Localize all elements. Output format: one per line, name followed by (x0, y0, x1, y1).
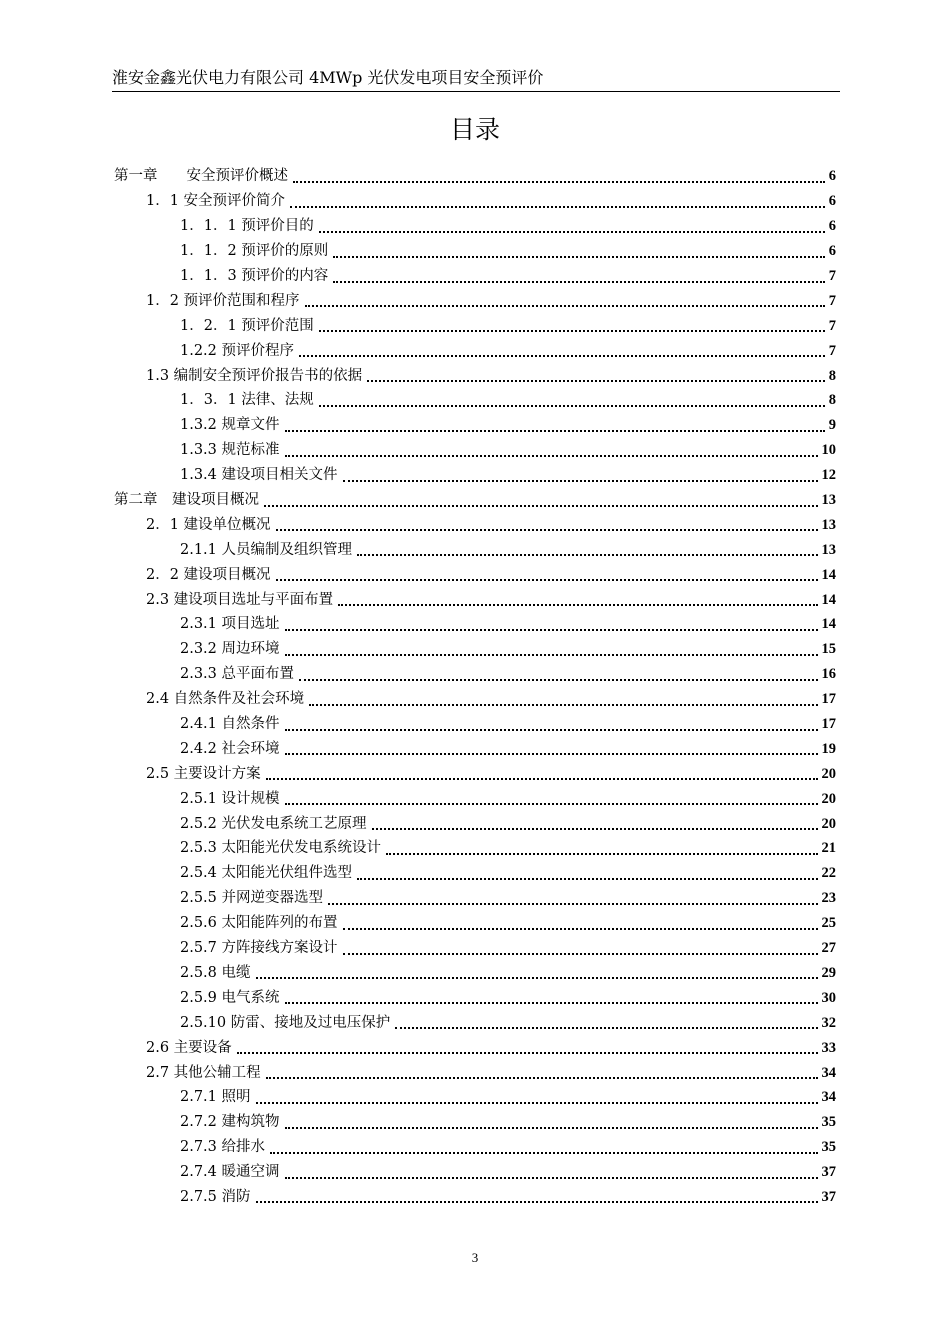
toc-dot-leader (319, 404, 825, 407)
toc-entry-page: 7 (828, 268, 836, 284)
toc-dot-leader (266, 1076, 818, 1079)
toc-entry[interactable] (0, 786, 950, 811)
toc-dot-leader (343, 479, 818, 482)
toc-entry-page: 13 (821, 541, 836, 558)
toc-entry-page: 29 (821, 964, 836, 981)
toc-dot-leader (395, 1026, 817, 1029)
toc-entry-label: 2.4 自然条件及社会环境 (146, 691, 305, 708)
toc-entry-label: 2.1.1 人员编制及组织管理 (180, 541, 353, 558)
toc-entry-label: 第一章 安全预评价概述 (114, 168, 288, 185)
toc-entry-label: 2.5.3 太阳能光伏发电系统设计 (180, 840, 382, 857)
toc-entry-page: 8 (828, 392, 836, 409)
table-of-contents (0, 164, 950, 1209)
toc-entry[interactable] (0, 463, 950, 488)
toc-dot-leader (293, 180, 825, 183)
toc-dot-leader (328, 902, 817, 905)
toc-entry-page: 27 (821, 940, 836, 957)
toc-entry[interactable] (0, 836, 950, 861)
toc-entry[interactable] (0, 612, 950, 637)
toc-entry-page: 17 (821, 716, 836, 733)
toc-dot-leader (256, 976, 818, 979)
toc-entry-label: 1．1 安全预评价简介 (146, 193, 286, 210)
toc-entry[interactable] (0, 413, 950, 438)
toc-entry-label: 2.5.8 电缆 (180, 964, 251, 981)
toc-dot-leader (299, 678, 817, 681)
toc-entry-page: 23 (821, 890, 836, 907)
toc-entry[interactable] (0, 861, 950, 886)
toc-entry[interactable] (0, 985, 950, 1010)
toc-entry-label: 1.3.4 建设项目相关文件 (180, 467, 338, 484)
toc-dot-leader (256, 1101, 818, 1104)
toc-entry[interactable] (0, 338, 950, 363)
toc-entry[interactable] (0, 1035, 950, 1060)
toc-entry-label: 2.5.9 电气系统 (180, 989, 280, 1006)
toc-entry[interactable] (0, 1185, 950, 1210)
toc-entry-label: 2.3 建设项目选址与平面布置 (146, 591, 334, 608)
toc-entry-page: 10 (821, 442, 836, 459)
toc-entry[interactable] (0, 712, 950, 737)
toc-entry-label: 1．2 预评价范围和程序 (146, 292, 300, 309)
toc-entry-label: 2．2 建设项目概况 (146, 566, 271, 583)
toc-entry-page: 6 (828, 168, 836, 185)
toc-entry-page: 25 (821, 915, 836, 932)
toc-entry-label: 1.3 编制安全预评价报告书的依据 (146, 367, 363, 384)
toc-entry[interactable] (0, 1085, 950, 1110)
toc-dot-leader (386, 852, 817, 855)
toc-entry[interactable] (0, 438, 950, 463)
toc-entry-label: 1.3.3 规范标准 (180, 442, 280, 459)
toc-dot-leader (270, 1151, 817, 1154)
toc-dot-leader (343, 927, 818, 930)
toc-entry-page: 16 (821, 666, 836, 683)
toc-entry-page: 14 (821, 566, 836, 583)
toc-dot-leader (264, 504, 818, 507)
toc-dot-leader (285, 653, 818, 656)
toc-entry-page: 22 (821, 865, 836, 882)
toc-entry-page: 14 (821, 616, 836, 633)
toc-entry-page: 6 (828, 243, 836, 260)
toc-entry[interactable] (0, 1060, 950, 1085)
toc-entry-label: 1．1．2 预评价的原则 (180, 243, 329, 260)
page-number: 3 (471, 1250, 479, 1265)
toc-entry-label: 2.6 主要设备 (146, 1039, 232, 1056)
toc-entry[interactable] (0, 961, 950, 986)
toc-entry-page: 32 (821, 1014, 836, 1031)
toc-entry-label: 2.7 其他公辅工程 (146, 1064, 261, 1081)
toc-dot-leader (285, 1176, 818, 1179)
toc-entry[interactable] (0, 189, 950, 214)
toc-entry[interactable] (0, 512, 950, 537)
toc-dot-leader (367, 379, 825, 382)
toc-entry-page: 7 (828, 317, 836, 334)
toc-entry-page: 37 (821, 1188, 836, 1205)
page-header: 淮安金鑫光伏电力有限公司 4MWp 光伏发电项目安全预评价 (112, 68, 544, 87)
toc-entry[interactable] (0, 1010, 950, 1035)
toc-dot-leader (309, 703, 817, 706)
toc-entry[interactable] (0, 736, 950, 761)
toc-dot-leader (285, 802, 818, 805)
toc-entry-label: 1.3.2 规章文件 (180, 417, 280, 434)
toc-entry-label: 2.3.3 总平面布置 (180, 666, 295, 683)
toc-entry-label: 2.5 主要设计方案 (146, 765, 261, 782)
toc-entry-label: 2.5.1 设计规模 (180, 790, 280, 807)
toc-entry[interactable] (0, 936, 950, 961)
toc-dot-leader (305, 304, 825, 307)
toc-entry-label: 1．1．1 预评价目的 (180, 218, 314, 235)
toc-entry-page: 20 (821, 765, 836, 782)
toc-entry[interactable] (0, 239, 950, 264)
toc-entry[interactable] (0, 288, 950, 313)
toc-entry[interactable] (0, 388, 950, 413)
toc-entry[interactable] (0, 214, 950, 239)
toc-entry-page: 15 (821, 641, 836, 658)
toc-entry[interactable] (0, 687, 950, 712)
toc-dot-leader (299, 354, 825, 357)
toc-entry-page: 17 (821, 691, 836, 708)
toc-entry[interactable] (0, 811, 950, 836)
toc-entry[interactable] (0, 562, 950, 587)
toc-dot-leader (357, 877, 817, 880)
toc-entry-label: 2.4.1 自然条件 (180, 716, 280, 733)
toc-entry[interactable] (0, 662, 950, 687)
toc-dot-leader (338, 603, 817, 606)
toc-entry-label: 2.5.6 太阳能阵列的布置 (180, 915, 338, 932)
toc-entry-page: 9 (828, 417, 836, 434)
toc-entry[interactable] (0, 761, 950, 786)
toc-dot-leader (285, 728, 818, 731)
toc-entry-label: 2.7.1 照明 (180, 1089, 251, 1106)
toc-dot-leader (343, 952, 818, 955)
toc-entry[interactable] (0, 637, 950, 662)
toc-entry-label: 1.2.2 预评价程序 (180, 342, 295, 359)
toc-entry-page: 35 (821, 1139, 836, 1156)
toc-entry[interactable] (0, 1135, 950, 1160)
toc-entry-page: 12 (821, 467, 836, 484)
toc-entry[interactable] (0, 537, 950, 562)
toc-entry-label: 第二章 建设项目概况 (114, 492, 259, 509)
toc-entry-label: 2.7.3 给排水 (180, 1139, 266, 1156)
toc-entry-page: 34 (821, 1064, 836, 1081)
toc-dot-leader (319, 230, 825, 233)
toc-dot-leader (290, 205, 825, 208)
toc-dot-leader (256, 1200, 818, 1203)
toc-entry-page: 7 (828, 292, 836, 309)
toc-dot-leader (285, 429, 825, 432)
toc-entry-label: 1．3．1 法律、法规 (180, 392, 314, 409)
toc-entry-page: 8 (828, 367, 836, 384)
toc-entry[interactable] (0, 911, 950, 936)
toc-dot-leader (266, 777, 818, 780)
toc-entry-page: 35 (821, 1114, 836, 1131)
toc-entry[interactable] (0, 1110, 950, 1135)
toc-dot-leader (357, 553, 817, 556)
toc-entry-label: 2.5.5 并网逆变器选型 (180, 890, 324, 907)
toc-entry-label: 2.7.5 消防 (180, 1188, 251, 1205)
toc-entry[interactable] (0, 264, 950, 289)
toc-entry-page: 6 (828, 193, 836, 210)
toc-entry-label: 2.3.1 项目选址 (180, 616, 280, 633)
toc-dot-leader (285, 752, 818, 755)
toc-entry[interactable] (0, 313, 950, 338)
toc-entry-label: 2.5.7 方阵接线方案设计 (180, 940, 338, 957)
toc-entry-page: 34 (821, 1089, 836, 1106)
toc-entry-label: 2.5.2 光伏发电系统工艺原理 (180, 815, 367, 832)
toc-dot-leader (285, 454, 818, 457)
toc-entry[interactable] (0, 363, 950, 388)
toc-entry-page: 13 (821, 516, 836, 533)
toc-entry-page: 13 (821, 492, 836, 509)
toc-entry-page: 33 (821, 1039, 836, 1056)
header-rule (112, 91, 840, 92)
toc-entry-label: 2.4.2 社会环境 (180, 740, 280, 757)
toc-entry-page: 21 (821, 840, 836, 857)
toc-dot-leader (285, 628, 818, 631)
toc-dot-leader (237, 1051, 818, 1054)
toc-dot-leader (285, 1126, 818, 1129)
toc-entry-label: 2．1 建设单位概况 (146, 516, 271, 533)
toc-entry[interactable] (0, 1160, 950, 1185)
toc-entry-page: 20 (821, 815, 836, 832)
toc-entry-label: 2.7.4 暖通空调 (180, 1164, 280, 1181)
toc-dot-leader (285, 1001, 818, 1004)
toc-entry-label: 1．2．1 预评价范围 (180, 317, 314, 334)
toc-dot-leader (276, 528, 818, 531)
toc-entry[interactable] (0, 488, 950, 513)
toc-dot-leader (333, 255, 824, 258)
toc-dot-leader (319, 329, 825, 332)
toc-entry[interactable] (0, 587, 950, 612)
toc-entry[interactable] (0, 886, 950, 911)
toc-title: 目录 (449, 115, 500, 144)
toc-entry-page: 7 (828, 342, 836, 359)
toc-entry-page: 37 (821, 1164, 836, 1181)
toc-entry-label: 2.3.2 周边环境 (180, 641, 280, 658)
toc-dot-leader (333, 280, 824, 283)
toc-entry-page: 14 (821, 591, 836, 608)
toc-entry-label: 2.5.4 太阳能光伏组件选型 (180, 865, 353, 882)
toc-dot-leader (276, 578, 818, 581)
toc-entry-page: 6 (828, 218, 836, 235)
toc-entry-label: 1．1．3 预评价的内容 (180, 268, 329, 284)
toc-entry-label: 2.7.2 建构筑物 (180, 1114, 280, 1131)
toc-entry[interactable] (0, 164, 950, 189)
toc-entry-page: 30 (821, 989, 836, 1006)
toc-dot-leader (372, 827, 818, 830)
toc-entry-label: 2.5.10 防雷、接地及过电压保护 (180, 1014, 391, 1031)
toc-entry-page: 19 (821, 740, 836, 757)
toc-entry-page: 20 (821, 790, 836, 807)
